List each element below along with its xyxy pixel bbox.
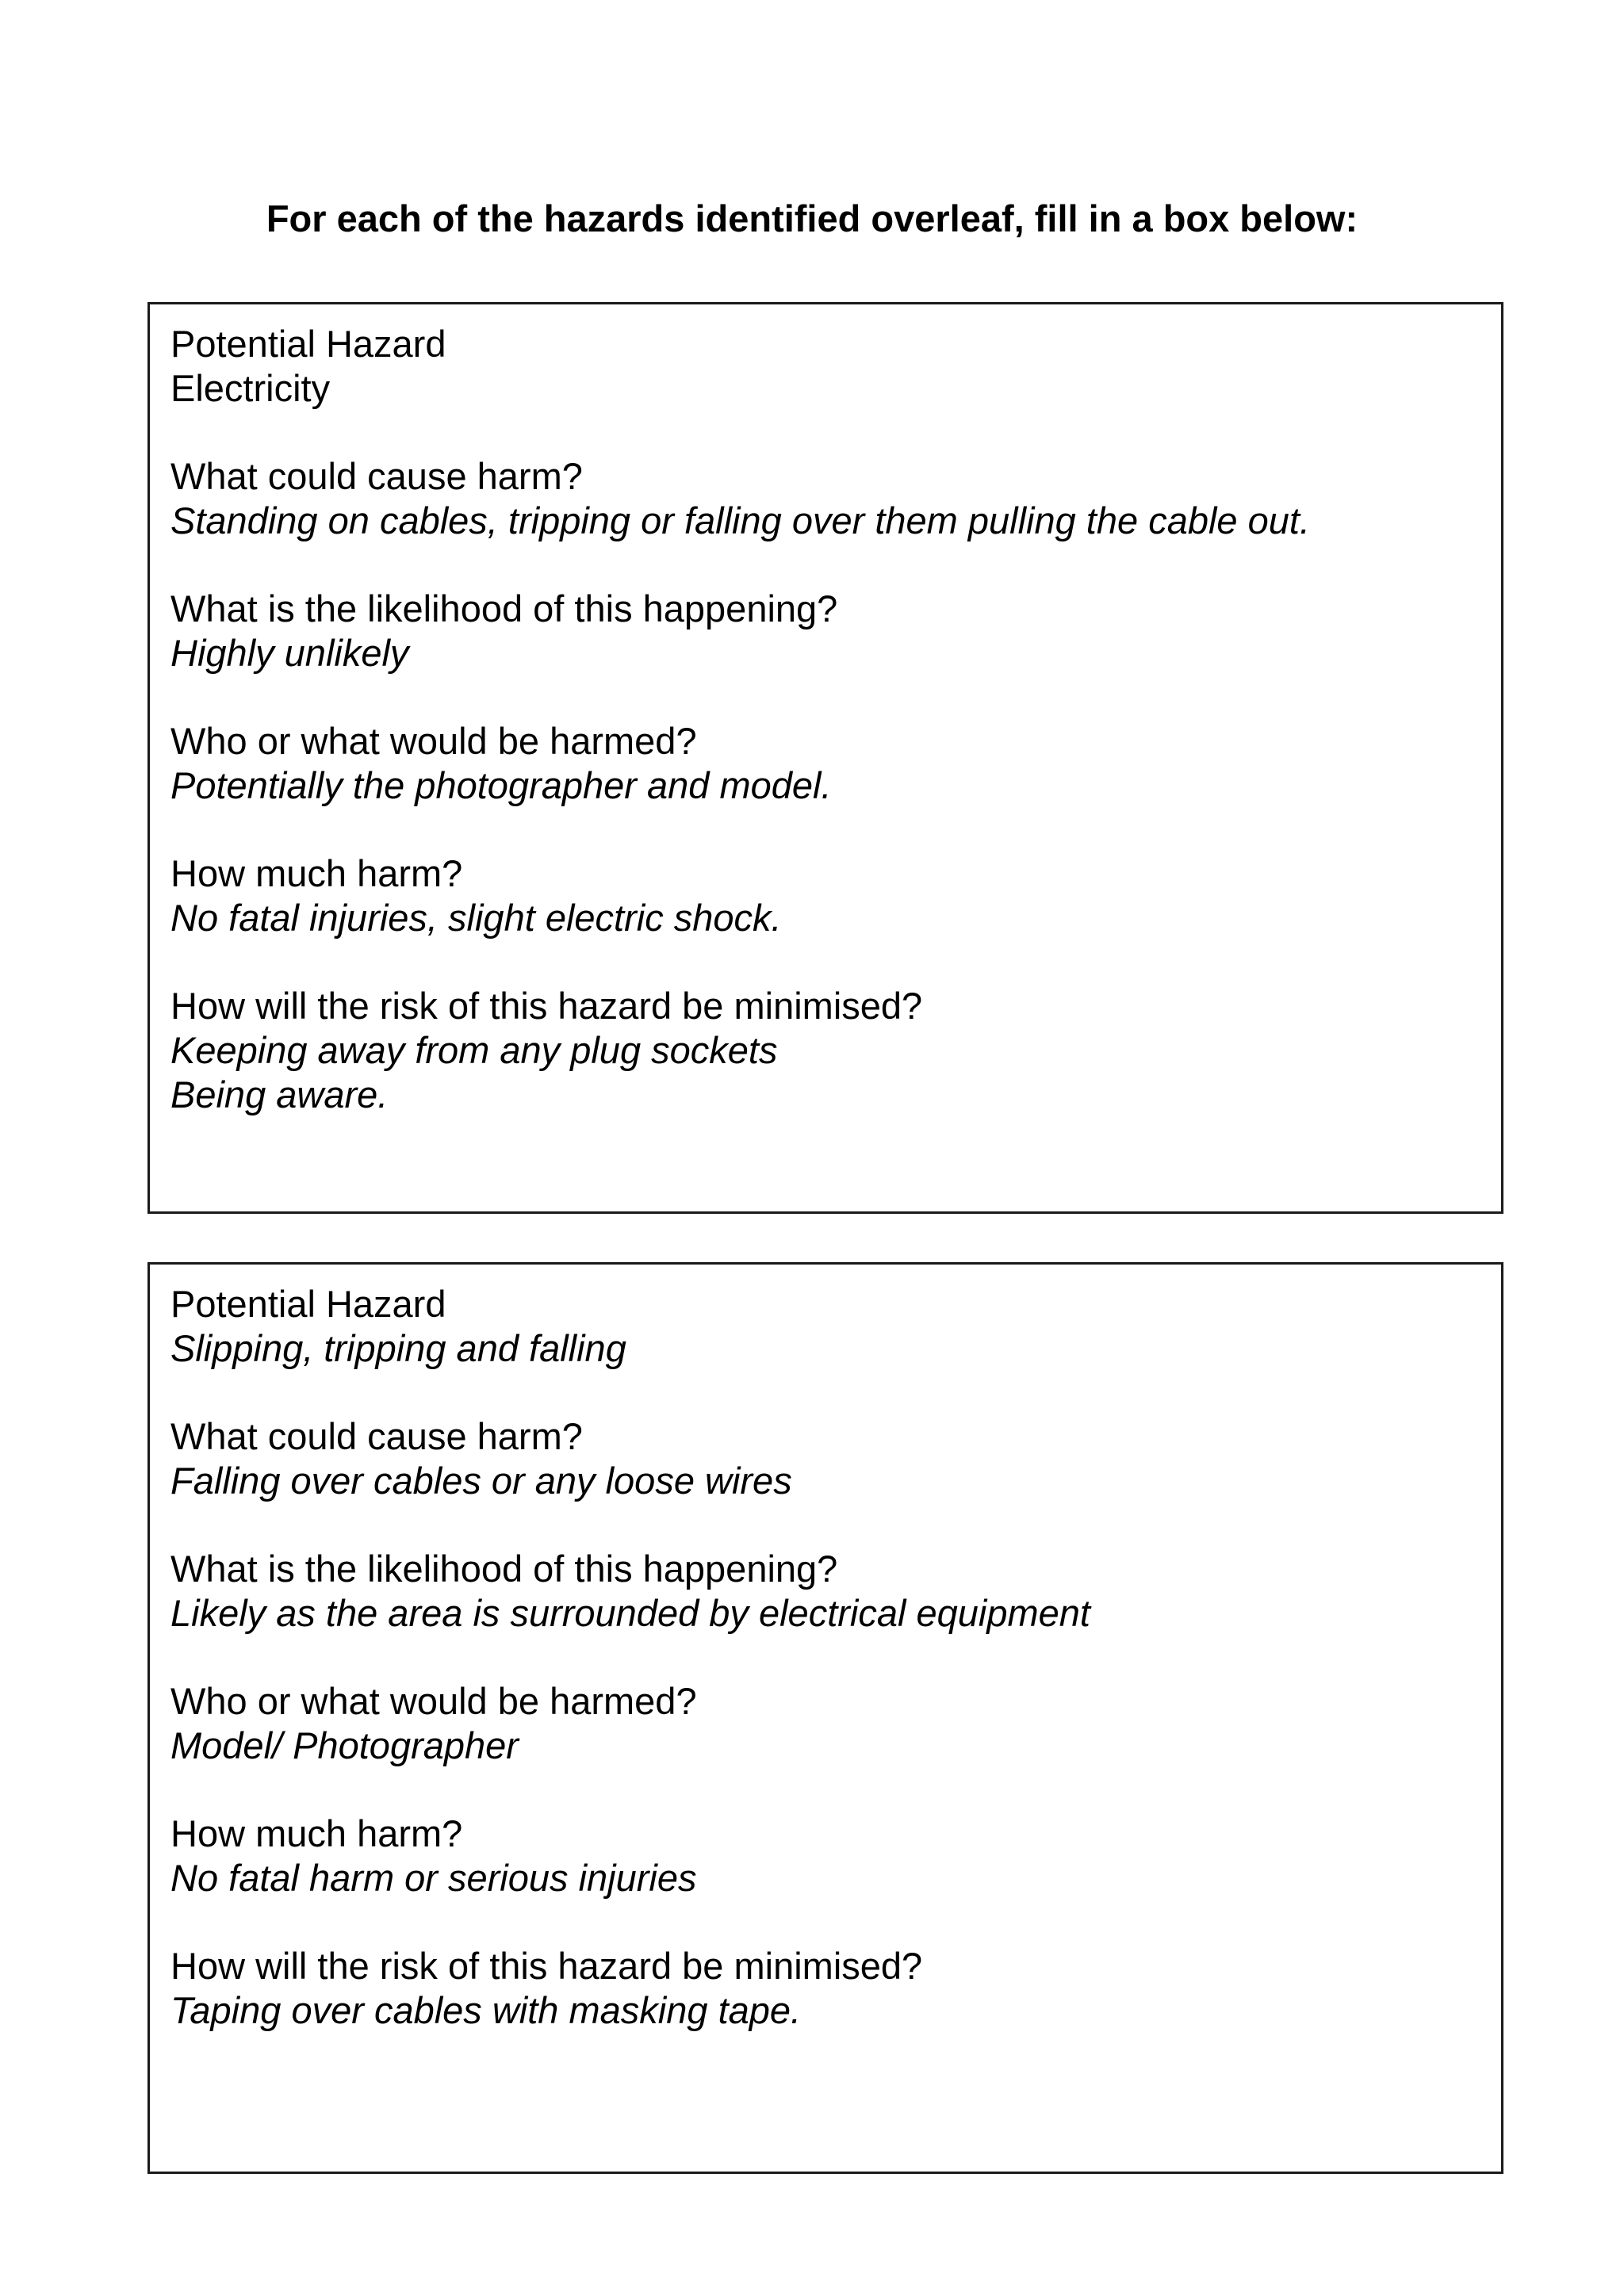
cause-label: What could cause harm?: [170, 1415, 583, 1457]
harm-amount-label: How much harm?: [170, 852, 463, 894]
likelihood-value: Likely as the area is surrounded by electrical equipment: [170, 1592, 1090, 1634]
minimise-value-line: Being aware.: [170, 1073, 389, 1115]
likelihood-label: What is the likelihood of this happening?: [170, 1548, 838, 1590]
harm-amount-value: No fatal harm or serious injuries: [170, 1857, 697, 1899]
page-title: For each of the hazards identified overleaf, fill in a box below:: [266, 197, 1358, 239]
harm-amount-value: No fatal injuries, slight electric shock.: [170, 897, 782, 939]
cause-label: What could cause harm?: [170, 455, 583, 497]
cause-value: Standing on cables, tripping or falling over them pulling the cable out.: [170, 499, 1311, 541]
potential-hazard-value: Slipping, tripping and falling: [170, 1327, 626, 1369]
hazard-box: [147, 302, 1503, 1214]
likelihood-value: Highly unlikely: [170, 632, 409, 674]
potential-hazard-label: Potential Hazard: [170, 1283, 446, 1325]
hazard-box: [147, 1262, 1503, 2174]
minimise-value-line: Taping over cables with masking tape.: [170, 1989, 802, 2031]
who-harmed-label: Who or what would be harmed?: [170, 1680, 697, 1722]
minimise-label: How will the risk of this hazard be minimised?: [170, 1945, 923, 1987]
who-harmed-value: Potentially the photographer and model.: [170, 764, 832, 806]
harm-amount-label: How much harm?: [170, 1812, 463, 1854]
minimise-value-line: Keeping away from any plug sockets: [170, 1029, 778, 1071]
potential-hazard-value: Electricity: [170, 367, 331, 409]
likelihood-label: What is the likelihood of this happening?: [170, 587, 838, 629]
minimise-label: How will the risk of this hazard be minimised?: [170, 985, 923, 1027]
who-harmed-value: Model/ Photographer: [170, 1724, 519, 1766]
who-harmed-label: Who or what would be harmed?: [170, 720, 697, 762]
cause-value: Falling over cables or any loose wires: [170, 1460, 792, 1502]
potential-hazard-label: Potential Hazard: [170, 323, 446, 365]
